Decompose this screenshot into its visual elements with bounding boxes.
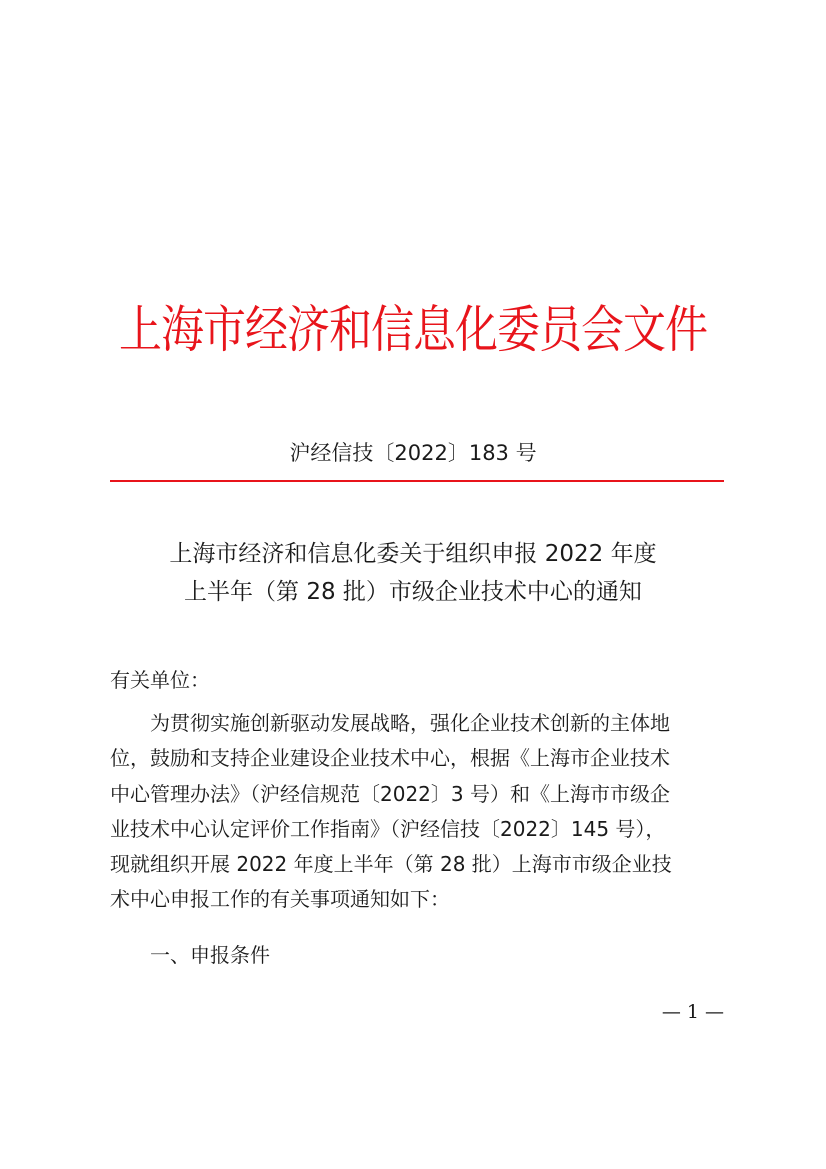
red-divider (110, 480, 724, 482)
body-line-5: 现就组织开展 2022 年度上半年（第 28 批）上海市市级企业技 (110, 852, 672, 877)
document-number: 沪经信技〔2022〕183 号 (289, 441, 537, 465)
body-line-1: 为贯彻实施创新驱动发展战略，强化企业技术创新的主体地 (150, 711, 670, 735)
body-line-2: 位，鼓励和支持企业建设企业技术中心，根据《上海市企业技术 (110, 746, 670, 771)
issuer-title: 上海市经济和信息化委员会文件 (119, 300, 707, 360)
body-line-3: 中心管理办法》（沪经信规范〔2022〕3 号）和《上海市市级企 (110, 781, 670, 806)
body-paragraph (110, 706, 724, 918)
notice-title-line-2: 上半年（第 28 批）市级企业技术中心的通知 (184, 579, 642, 605)
salutation: 有关单位： (110, 668, 210, 692)
notice-title-line-1: 上海市经济和信息化委关于组织申报 2022 年度 (169, 541, 657, 567)
page-number: — 1 — (661, 1001, 724, 1023)
body-line-6: 术中心申报工作的有关事项通知如下： (110, 887, 450, 912)
notice-title (0, 535, 826, 611)
body-line-4: 业技术中心认定评价工作指南》（沪经信技〔2022〕145 号）， (110, 816, 666, 841)
section-heading: 一、申报条件 (150, 943, 270, 967)
